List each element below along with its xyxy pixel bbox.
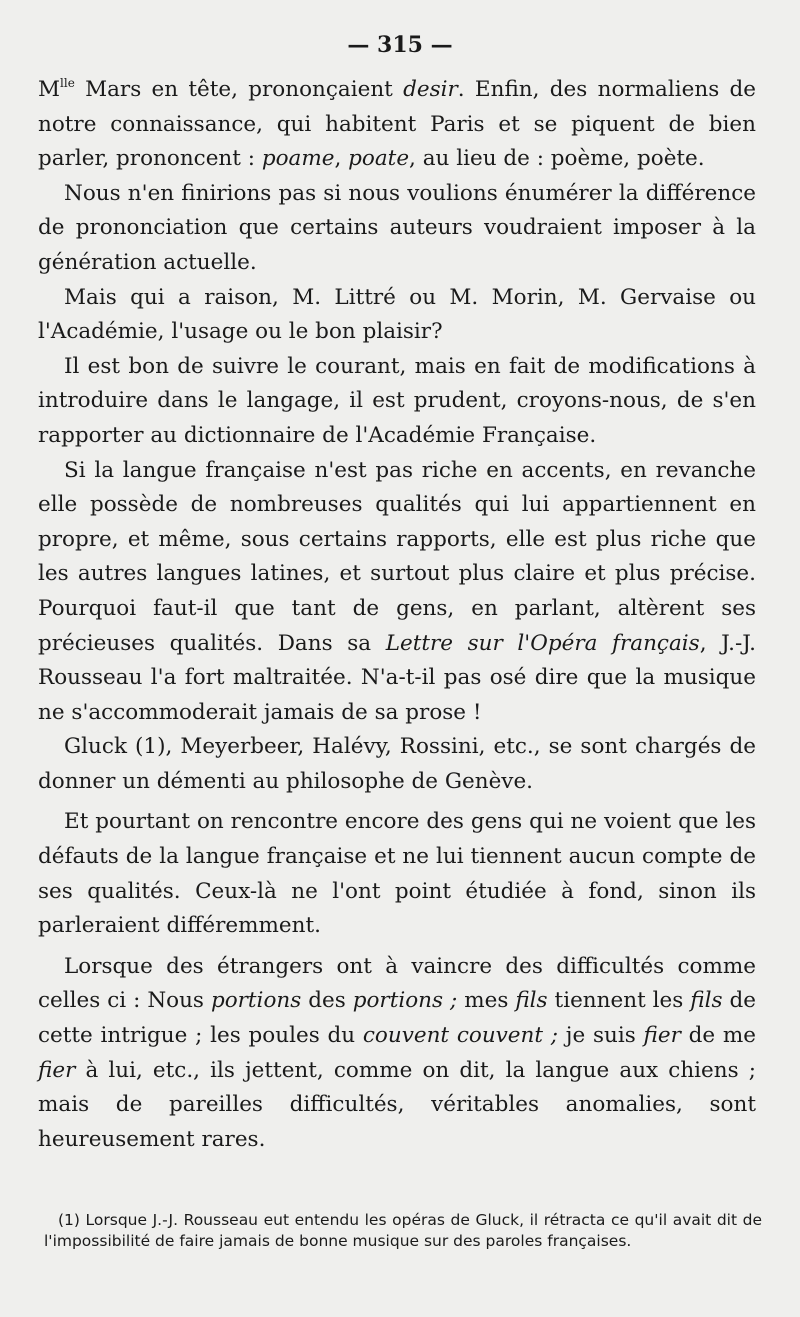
paragraph-7: Et pourtant on rencontre encore des gens qui ne voient que les défauts de la langue française et ne lui tiennent aucun compte de ses qualités. Ceux-là ne l'ont point étudiée à fond, sinon ils parleraient différemment. (38, 809, 756, 939)
paragraph-1-text-3: , (334, 146, 349, 172)
paragraph-6: Gluck (1), Meyerbeer, Halévy, Rossini, etc., se sont chargés de donner un démenti au philosophe de Genève. (38, 734, 756, 794)
paragraph-2: Nous n'en finirions pas si nous voulions énumérer la différence de prononciation que certains auteurs voudraient imposer à la génération actuelle. (38, 180, 756, 275)
paragraph-8-text-1: Lorsque des étrangers ont à vaincre des difficultés comme celles ci : Nous (38, 953, 756, 1014)
paragraph-1-text-4: , au lieu de : poème, poète. (409, 146, 705, 172)
paragraph-8 (38, 950, 756, 1158)
paragraph-8-text-7: de me (680, 1023, 756, 1049)
paragraph-8-italic-4: fils (690, 988, 723, 1014)
title-abbrev: M (38, 77, 61, 102)
paragraph-8-italic-2: portions ; (352, 988, 458, 1014)
paragraph-5-italic-1: Lettre sur l'Opéra français (385, 630, 700, 656)
paragraph-5-text-1: Si la langue française n'est pas riche en accents, en revanche elle possède de nombreuses qualités qui lui appartiennent en propre, et même, sous certains rapports, elle est plus riche que les autres langues latines, et surtout plus claire et plus précise. Pourquoi faut-il que tant de gens, en parlant, altèrent ses précieuses qualités. Dans sa (38, 457, 756, 656)
paragraph-8-italic-7: fier (38, 1057, 76, 1083)
body-text (38, 73, 756, 1157)
paragraph-1-text-1: Mars en tête, prononçaient (74, 77, 404, 102)
paragraph-4: Il est bon de suivre le courant, mais en fait de modifications à introduire dans le langage, il est prudent, croyons-nous, de s'en rapporter au dictionnaire de l'Académie Française. (38, 353, 756, 448)
paragraph-5 (38, 454, 756, 731)
paragraph-8-text-4: tiennent les (547, 988, 691, 1014)
title-abbrev-superscript: lle (60, 76, 75, 90)
paragraph-8-italic-3: fils (515, 988, 548, 1014)
paragraph-1-text-2: . Enfin, des normaliens de notre connaissance, qui habitent Paris et se piquent de bien parler, prononcent : (38, 77, 757, 172)
page-number: — 315 — (347, 32, 453, 58)
paragraph-8-italic-6: fier (643, 1023, 681, 1049)
paragraph-8-italic-5: couvent couvent ; (362, 1023, 559, 1049)
paragraph-5-text-2: , J.-J. Rousseau l'a fort maltraitée. N'a-t-il pas osé dire que la musique ne s'accommoderait jamais de sa prose ! (38, 630, 756, 725)
paragraph-8-text-6: je suis (558, 1023, 644, 1049)
paragraph-8-text-5: de cette intrigue ; les poules du (38, 988, 756, 1049)
paragraph-1-italic-3: poate (348, 146, 410, 172)
paragraph-1-italic-1: desir (403, 77, 458, 102)
paragraph-8-text-3: mes (457, 988, 516, 1014)
footnote (44, 1210, 762, 1251)
paragraph-1-italic-2: poame (261, 146, 335, 172)
footnote-text: (1) Lorsque J.-J. Rousseau eut entendu les opéras de Gluck, il rétracta ce qu'il avait dit de l'impossibilité de faire jamais de bonne musique sur des paroles françaises. (44, 1211, 762, 1250)
paragraph-1 (38, 73, 756, 177)
paragraph-8-italic-1: portions (210, 988, 302, 1014)
paragraph-3: Mais qui a raison, M. Littré ou M. Morin, M. Gervaise ou l'Académie, l'usage ou le bon plaisir? (38, 284, 756, 345)
paragraph-8-text-8: à lui, etc., ils jettent, comme on dit, la langue aux chiens ; mais de pareilles difficultés, véritables anomalies, sont heureusement rares. (38, 1057, 756, 1152)
paragraph-8-text-2: des (301, 988, 353, 1014)
